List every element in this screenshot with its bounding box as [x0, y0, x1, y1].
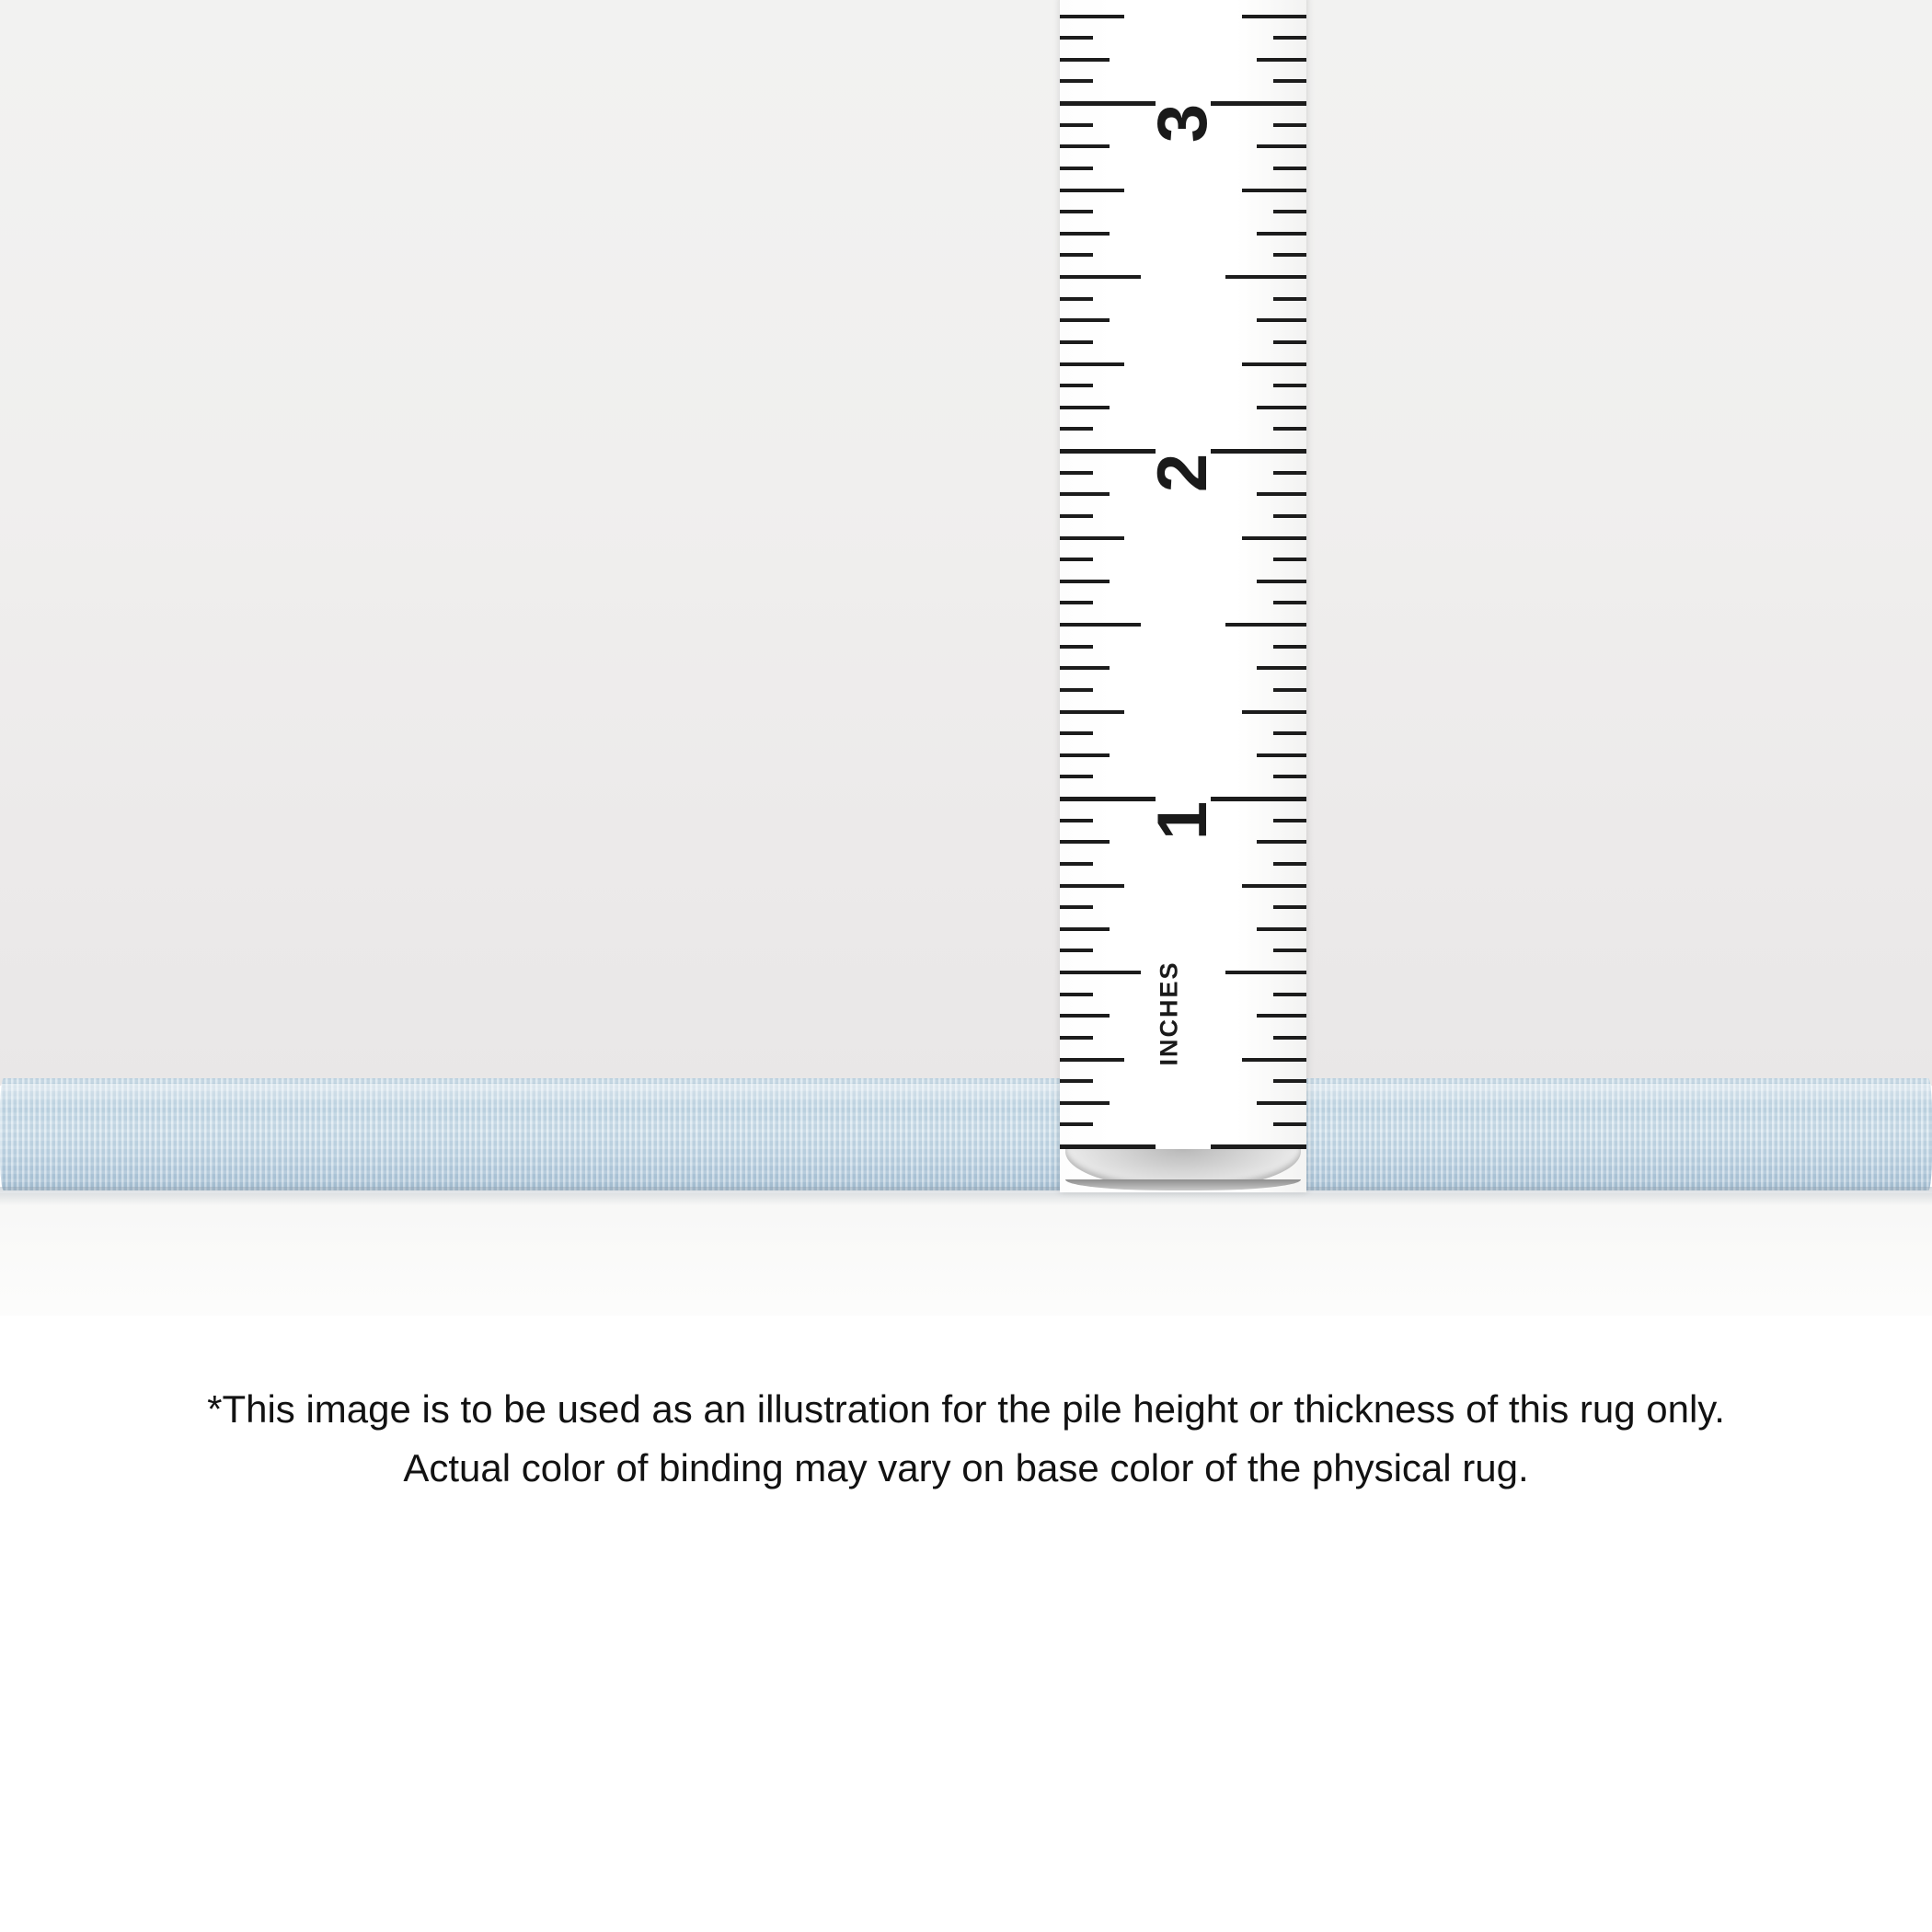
caption-line-1: *This image is to be used as an illustration for the pile height or thickness of this rug only. [207, 1387, 1725, 1431]
caption-line-2: Actual color of binding may vary on base color of the physical rug. [403, 1445, 1529, 1489]
ruler-number-1: 1 [1144, 800, 1222, 841]
rug-contact-shadow [0, 1187, 1932, 1205]
caption [0, 1380, 1932, 1498]
tape-measure [1060, 0, 1306, 1192]
ruler-unit-label: INCHES [1155, 960, 1183, 1066]
photo-floor [0, 1193, 1932, 1316]
rug-edge [0, 1078, 1932, 1196]
rug-highlight [0, 1084, 1932, 1108]
ruler-number-2: 2 [1144, 453, 1222, 493]
ruler-number-3: 3 [1144, 103, 1222, 144]
